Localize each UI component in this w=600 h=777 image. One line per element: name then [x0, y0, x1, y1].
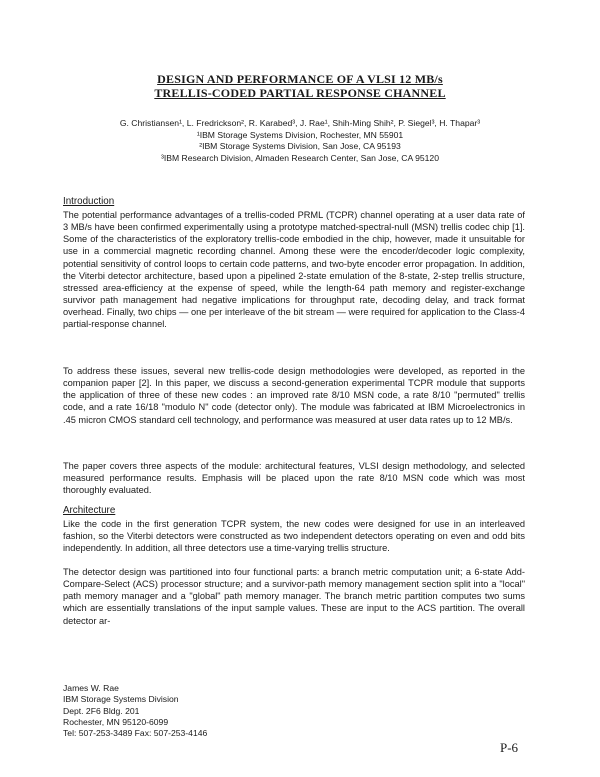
architecture-paragraph-1: Like the code in the first generation TCPR system, the new codes were designed for use in an interleaved fashion, so the Viterbi detectors were constructed as two independent detectors operating on even and odd bits independently. In addition, all three detectors use a time-varying trellis structure. [63, 519, 525, 554]
paper-title-line-2: TRELLIS-CODED PARTIAL RESPONSE CHANNEL [154, 86, 446, 100]
affiliation-1: ¹IBM Storage Systems Division, Rochester, MN 55901 [196, 129, 404, 140]
affiliation-2: ²IBM Storage Systems Division, San Jose, CA 95193 [199, 141, 401, 151]
intro-paragraph-3: The paper covers three aspects of the module: architectural features, VLSI design methodology, and selected measured performance results. Emphasis will be placed upon the rate 8/10 MSN code which was most thoroughly evaluated. [63, 461, 525, 496]
section-heading-architecture: Architecture [63, 505, 116, 516]
footer-line-division: IBM Storage Systems Division [63, 694, 179, 705]
intro-paragraph-1: The potential performance advantages of a trellis-coded PRML (TCPR) channel operating at a user data rate of 3 MB/s have been confirmed experimentally using a prototype matched-spectral-null (MSN) trellis codec chip [1]. Some of the characteristics of the exploratory trellis-code embodied in the chip, however, made it unsuitable for use in a commercial magnetic recording channel. Among these were the encoder/decoder logic complexity, potential sensitivity of control loops to certain code patterns, and two-byte encoder error propagation. In addition, the Viterbi detector architecture, based upon a pipelined 2-state emulation of the 8-state, 2-step trellis structure, stressed area-efficiency at the expense of speed, while the length-64 path memory and register-exchange survivor path management had negative implications for throughput rate, decoding delay, and track format overhead. Finally, two chips — one per interleave of the bit stream — were required for application to the Class-4 partial-response channel. [63, 210, 525, 330]
paper-title-line-1: DESIGN AND PERFORMANCE OF A VLSI 12 MB/s [157, 72, 443, 86]
section-heading-introduction: Introduction [63, 196, 115, 207]
author-names: G. Christiansen¹, L. Fredrickson², R. Karabed³, J. Rae¹, Shih-Ming Shih², P. Siegel³, H. Thapar³ [119, 118, 481, 128]
contact-footer [63, 683, 207, 739]
page-number: P-6 [500, 740, 519, 755]
architecture-paragraph-2: The detector design was partitioned into four functional parts: a branch metric computation unit; a 6-state Add-Compare-Select (ACS) processor structure; and a survivor-path memory management section split into a "local" path memory manager and a "global" path memory manager. The branch metric partition computes two sums which are essentially translations of the input sample values. These are input to the ACS partition. The overall detector ar- [63, 567, 525, 626]
affiliation-3: ³IBM Research Division, Almaden Research Center, San Jose, CA 95120 [160, 152, 439, 163]
footer-line-city: Rochester, MN 95120-6099 [63, 716, 169, 727]
footer-line-phone: Tel: 507-253-3489 Fax: 507-253-4146 [63, 728, 208, 739]
footer-line-dept: Dept. 2F6 Bldg. 201 [63, 705, 140, 716]
author-block [0, 118, 600, 164]
footer-line-name: James W. Rae [63, 683, 119, 693]
intro-paragraph-2: To address these issues, several new trellis-code design methodologies were developed, as reported in the companion paper [2]. In this paper, we discuss a second-generation experimental TCPR module that supports the application of three of these new codes : an improved rate 8/10 MSN code, a rate 8/10 "permuted" trellis code, and a rate 16/18 "modulo N" code (detector only). The module was fabricated at IBM Microelectronics in .45 micron CMOS standard cell technology, and performance was measured at user data rates up to 12 MB/s. [63, 366, 525, 425]
